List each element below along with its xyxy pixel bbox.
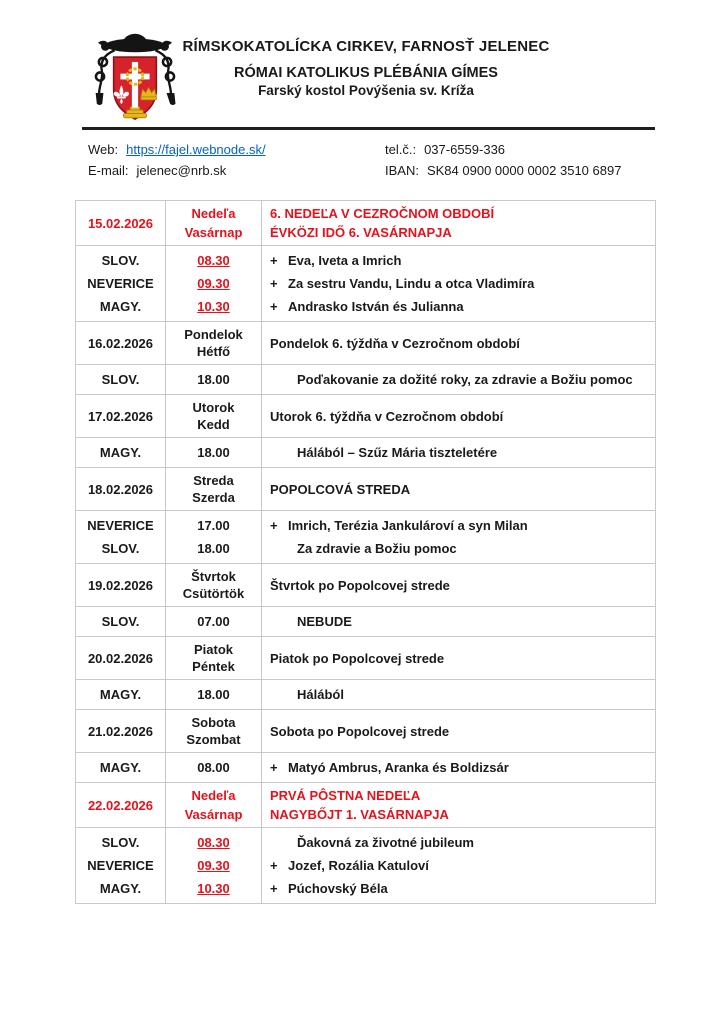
day-time-line: Szombat xyxy=(186,732,241,747)
intention-cell xyxy=(262,395,656,438)
contact-block xyxy=(88,139,655,181)
date-line: 15.02.2026 xyxy=(87,215,154,231)
date-cell xyxy=(76,753,166,783)
day-time-cell xyxy=(166,438,262,468)
intention-line xyxy=(270,756,649,779)
day-time-cell xyxy=(166,828,262,904)
intention-cell xyxy=(262,365,656,395)
intention-line: Utorok 6. týždňa v Cezročnom období xyxy=(270,408,504,424)
date-cell xyxy=(76,438,166,468)
date-line: NEVERICE xyxy=(87,276,154,291)
letterhead-titles xyxy=(180,38,552,98)
date-cell xyxy=(76,511,166,564)
date-line: 18.02.2026 xyxy=(87,481,154,497)
intention-line xyxy=(270,295,649,318)
intention-text: Andrasko István és Julianna xyxy=(288,299,464,314)
intention-cell xyxy=(262,680,656,710)
intention-cell xyxy=(262,246,656,322)
day-time-line: 18.00 xyxy=(197,445,230,460)
day-time-cell xyxy=(166,395,262,438)
date-cell xyxy=(76,783,166,828)
intention-line: ÉVKÖZI IDŐ 6. VASÁRNAPJA xyxy=(270,225,452,240)
intention-line: Pondelok 6. týždňa v Cezročnom období xyxy=(270,335,520,351)
intention-cell xyxy=(262,828,656,904)
mass-time-underlined: 09.30 xyxy=(197,858,230,873)
date-line: 20.02.2026 xyxy=(87,650,154,666)
day-time-line: 18.00 xyxy=(197,541,230,556)
day-time-line: 17.00 xyxy=(197,518,230,533)
day-time-line: Csütörtök xyxy=(182,586,245,601)
day-time-cell xyxy=(166,680,262,710)
intention-line: Za zdravie a Božiu pomoc xyxy=(297,541,457,556)
mass-time-underlined: 09.30 xyxy=(197,276,230,291)
date-line: SLOV. xyxy=(101,372,140,387)
schedule-row-weekday xyxy=(76,468,656,511)
day-time-line: Hétfő xyxy=(196,344,231,359)
day-time-cell xyxy=(166,468,262,511)
intention-cell xyxy=(262,511,656,564)
day-time-cell xyxy=(166,564,262,607)
intention-text: Matyó Ambrus, Aranka és Boldizsár xyxy=(288,760,509,775)
intention-line: Štvrtok po Popolcovej strede xyxy=(270,577,450,593)
email-label: E-mail: xyxy=(88,163,129,178)
intention-line xyxy=(270,854,649,877)
day-time-line: Piatok xyxy=(193,642,233,657)
date-cell xyxy=(76,828,166,904)
day-time-line: Nedeľa xyxy=(191,788,236,803)
day-time-cell xyxy=(166,783,262,828)
date-line: MAGY. xyxy=(99,299,142,314)
intention-line: Poďakovanie za dožité roky, za zdravie a Božiu pomoc xyxy=(297,372,633,387)
date-cell xyxy=(76,365,166,395)
intention-line xyxy=(270,514,649,537)
day-time-line: Pondelok xyxy=(184,327,243,342)
day-time-cell xyxy=(166,201,262,246)
deceased-plus-mark: + xyxy=(270,518,278,533)
day-time-line: Szerda xyxy=(192,490,235,505)
intention-line xyxy=(270,272,649,295)
intention-cell xyxy=(262,322,656,365)
date-line: MAGY. xyxy=(99,445,142,460)
schedule-row-sunday xyxy=(76,783,656,828)
intention-line xyxy=(270,877,649,900)
intention-text: Jozef, Rozália Katuloví xyxy=(288,858,429,873)
deceased-plus-mark: + xyxy=(270,253,278,268)
date-line: MAGY. xyxy=(99,760,142,775)
parish-coat-of-arms xyxy=(84,26,186,128)
date-cell xyxy=(76,710,166,753)
intention-cell xyxy=(262,710,656,753)
date-line: MAGY. xyxy=(99,881,142,896)
deceased-plus-mark: + xyxy=(270,276,278,291)
date-cell xyxy=(76,246,166,322)
iban-label: IBAN: xyxy=(385,163,419,178)
intention-line: PRVÁ PÔSTNA NEDEĽA xyxy=(270,788,421,803)
schedule-row-weekday xyxy=(76,564,656,607)
intention-text: Eva, Iveta a Imrich xyxy=(288,253,402,268)
date-cell xyxy=(76,322,166,365)
date-line: 21.02.2026 xyxy=(87,723,154,739)
intention-line: NEBUDE xyxy=(297,614,352,629)
day-time-line: Utorok xyxy=(192,400,235,415)
day-time-cell xyxy=(166,322,262,365)
date-cell xyxy=(76,395,166,438)
day-time-cell xyxy=(166,607,262,637)
schedule-body xyxy=(76,201,656,904)
day-time-line: Péntek xyxy=(192,659,235,674)
mass-time-underlined: 10.30 xyxy=(197,299,230,314)
web-label: Web: xyxy=(88,142,119,157)
schedule-row-mass xyxy=(76,828,656,904)
church-name: Farský kostol Povýšenia sv. Kríža xyxy=(258,83,474,98)
schedule-row-mass xyxy=(76,246,656,322)
intention-line xyxy=(270,249,649,272)
mass-time-underlined: 08.30 xyxy=(197,835,230,850)
intention-cell xyxy=(262,637,656,680)
date-cell xyxy=(76,468,166,511)
date-cell xyxy=(76,637,166,680)
date-line: SLOV. xyxy=(101,835,140,850)
mass-schedule-table xyxy=(75,200,656,904)
day-time-line: 18.00 xyxy=(197,372,230,387)
parish-name-hungarian: RÓMAI KATOLIKUS PLÉBÁNIA GÍMES xyxy=(234,65,498,81)
day-time-line: Sobota xyxy=(191,715,236,730)
deceased-plus-mark: + xyxy=(270,760,278,775)
date-line: NEVERICE xyxy=(87,518,154,533)
intention-cell xyxy=(262,783,656,828)
schedule-row-mass xyxy=(76,607,656,637)
day-time-line: 18.00 xyxy=(197,687,230,702)
intention-line: Piatok po Popolcovej strede xyxy=(270,650,445,666)
day-time-line: 07.00 xyxy=(197,614,230,629)
intention-cell xyxy=(262,607,656,637)
iban-number: SK84 0900 0000 0002 3510 6897 xyxy=(426,163,622,178)
intention-cell xyxy=(262,201,656,246)
day-time-cell xyxy=(166,246,262,322)
schedule-row-mass xyxy=(76,511,656,564)
schedule-row-weekday xyxy=(76,710,656,753)
schedule-row-mass xyxy=(76,680,656,710)
tel-number: 037-6559-336 xyxy=(424,142,506,157)
deceased-plus-mark: + xyxy=(270,858,278,873)
schedule-row-mass xyxy=(76,365,656,395)
date-line: SLOV. xyxy=(101,614,140,629)
coat-of-arms-graphic xyxy=(84,26,186,128)
date-cell xyxy=(76,201,166,246)
day-time-cell xyxy=(166,710,262,753)
day-time-line: Kedd xyxy=(197,417,230,432)
day-time-cell xyxy=(166,637,262,680)
mass-time-underlined: 08.30 xyxy=(197,253,230,268)
day-time-line: Štvrtok xyxy=(191,569,236,584)
intention-line: POPOLCOVÁ STREDA xyxy=(270,481,411,497)
mass-time-underlined: 10.30 xyxy=(197,881,230,896)
intention-line: 6. NEDEĽA V CEZROČNOM OBDOBÍ xyxy=(270,206,495,221)
day-time-cell xyxy=(166,511,262,564)
intention-line: NAGYBŐJT 1. VASÁRNAPJA xyxy=(270,807,449,822)
date-line: 22.02.2026 xyxy=(87,797,154,813)
schedule-row-sunday xyxy=(76,201,656,246)
deceased-plus-mark: + xyxy=(270,881,278,896)
day-time-line: Streda xyxy=(193,473,234,488)
schedule-row-weekday xyxy=(76,395,656,438)
date-cell xyxy=(76,607,166,637)
header-divider-rule xyxy=(82,127,655,130)
date-line: SLOV. xyxy=(101,253,140,268)
deceased-plus-mark: + xyxy=(270,299,278,314)
intention-text: Púchovský Béla xyxy=(288,881,388,896)
intention-line: Sobota po Popolcovej strede xyxy=(270,723,450,739)
schedule-row-mass xyxy=(76,753,656,783)
intention-cell xyxy=(262,438,656,468)
schedule-row-mass xyxy=(76,438,656,468)
intention-cell xyxy=(262,468,656,511)
email-address: jelenec@nrb.sk xyxy=(136,163,227,178)
schedule-row-weekday xyxy=(76,637,656,680)
day-time-line: 08.00 xyxy=(197,760,230,775)
date-line: MAGY. xyxy=(99,687,142,702)
day-time-cell xyxy=(166,365,262,395)
date-cell xyxy=(76,680,166,710)
website-link[interactable]: https://fajel.webnode.sk/ xyxy=(126,142,266,157)
date-line: 17.02.2026 xyxy=(87,408,154,424)
date-cell xyxy=(76,564,166,607)
intention-line: Ďakovná za životné jubileum xyxy=(297,835,474,850)
day-time-cell xyxy=(166,753,262,783)
intention-cell xyxy=(262,564,656,607)
tel-label: tel.č.: xyxy=(385,142,417,157)
intention-cell xyxy=(262,753,656,783)
date-line: 16.02.2026 xyxy=(87,335,154,351)
day-time-line: Nedeľa xyxy=(191,206,236,221)
schedule-row-weekday xyxy=(76,322,656,365)
parish-name-slovak: RÍMSKOKATOLÍCKA CIRKEV, FARNOSŤ JELENEC xyxy=(182,38,550,55)
intention-text: Za sestru Vandu, Lindu a otca Vladimíra xyxy=(288,276,535,291)
day-time-line: Vasárnap xyxy=(184,225,243,240)
intention-line: Hálából xyxy=(297,687,344,702)
date-line: 19.02.2026 xyxy=(87,577,154,593)
day-time-line: Vasárnap xyxy=(184,807,243,822)
intention-text: Imrich, Terézia Jankulároví a syn Milan xyxy=(288,518,528,533)
date-line: SLOV. xyxy=(101,541,140,556)
date-line: NEVERICE xyxy=(87,858,154,873)
intention-line: Hálából – Szűz Mária tiszteletére xyxy=(297,445,498,460)
